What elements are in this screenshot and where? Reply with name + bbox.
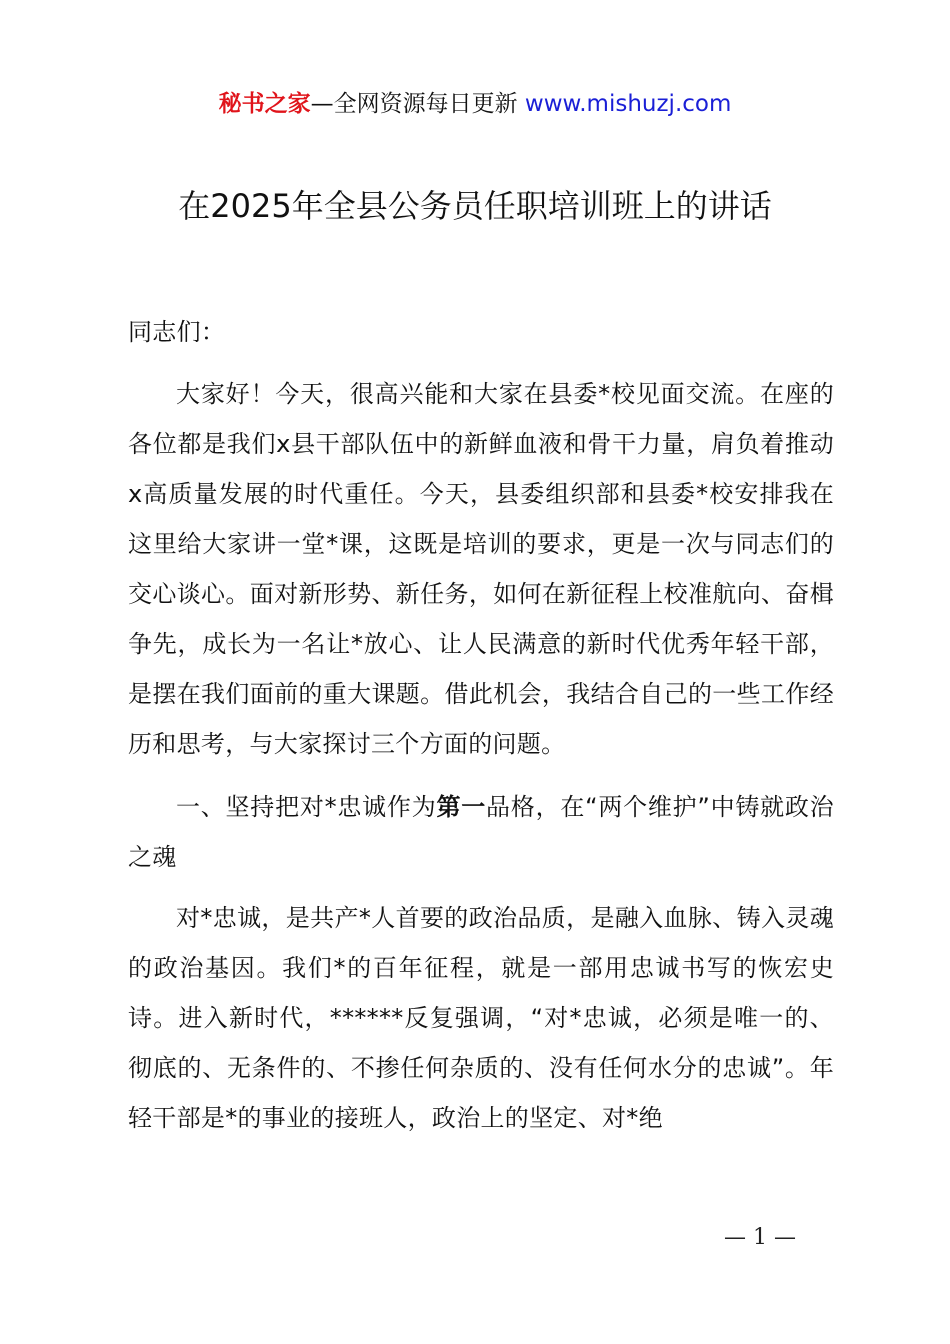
header-tagline: —全网资源每日更新 (310, 91, 518, 117)
site-url-link[interactable]: www.mishuzj.com (524, 91, 732, 117)
document-title: 在2025年全县公务员任职培训班上的讲话 (178, 187, 772, 225)
section-heading-1-part-a: 一、坚持把对*忠诚作为 (176, 793, 437, 821)
section-heading-1-part-b: 品格，在“两个维护”中铸就政治之魂 (128, 793, 834, 871)
site-header (0, 86, 950, 122)
salutation: 同志们： (128, 318, 226, 346)
brand-name: 秘书之家 (218, 91, 311, 117)
section-heading-1-bold: 第一 (436, 793, 487, 821)
paragraph-loyalty: 对*忠诚，是共产*人首要的政治品质，是融入血脉、铸入灵魂的政治基因。我们*的百年征程，就是一部用忠诚书写的恢宏史诗。进入新时代，******反复强调，“对*忠诚，必须是唯一的、彻底的、无条件的、不掺任何杂质的、没有任何水分的忠诚”。年轻干部是*的事业的接班人，政治上的坚定、对*绝 (128, 904, 834, 1132)
paragraph-opening: 大家好！今天，很高兴能和大家在县委*校见面交流。在座的各位都是我们x县干部队伍中的新鲜血液和骨干力量，肩负着推动x高质量发展的时代重任。今天，县委组织部和县委*校安排我在这里给大家讲一堂*课，这既是培训的要求，更是一次与同志们的交心谈心。面对新形势、新任务，如何在新征程上校准航向、奋楫争先，成长为一名让*放心、让人民满意的新时代优秀年轻干部，是摆在我们面前的重大课题。借此机会，我结合自己的一些工作经历和思考，与大家探讨三个方面的问题。 (128, 380, 834, 758)
section-heading-1 (128, 782, 834, 882)
page-number: — 1 — (724, 1225, 796, 1250)
